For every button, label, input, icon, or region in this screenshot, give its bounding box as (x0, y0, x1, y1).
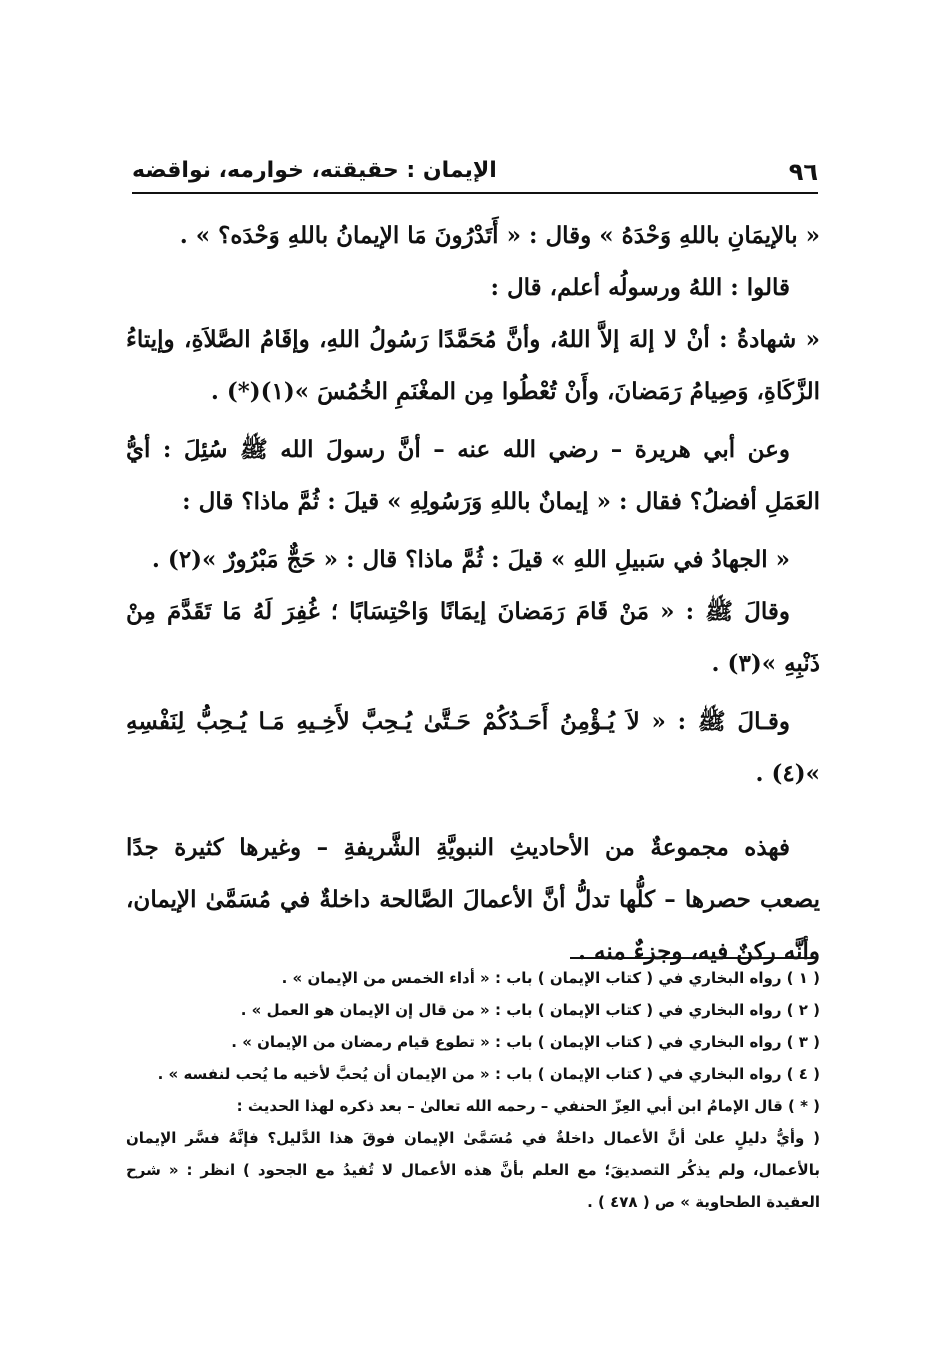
paragraph: « الجهادُ في سَبيلِ اللهِ » قيلَ : ثُمَّ ماذا؟ قال : « حَجٌّ مَبْرُورٌ »(٢) . (151, 546, 790, 573)
paragraph: وقالَ ﷺ : « مَنْ قَامَ رَمَضانَ إيمَانًا وَاحْتِسَابًا ؛ غُفِرَ لَهُ مَا تَقَدَّمَ مِنْ ذَنْبِهِ »(٣) . (126, 598, 820, 677)
paragraph: « بالإيمَانِ باللهِ وَحْدَهُ » وقال : « أَتَدْرُونَ مَا الإيمانُ باللهِ وَحْدَه؟ » . (179, 222, 820, 249)
paragraph: وقـالَ ﷺ : « لاَ يُـؤْمِنُ أَحَـدُكُمْ حَـتَّىٰ يُـحِبَّ لأَخِـيهِ مَـا يُـحِبُّ لِنَفْسِهِ »(٤) . (126, 708, 820, 787)
footnote: ( ١ ) رواه البخاري في ( كتاب الإيمان ) باب : « أداء الخمس من الإيمان » . (281, 969, 820, 987)
footnotes (126, 962, 820, 1218)
main-text (126, 210, 820, 978)
paragraph: « شهادةُ : أنْ لا إلهَ إلاَّ اللهُ، وأنَّ مُحَمَّدًا رَسُولُ اللهِ، وإقَامُ الصَّلاَةِ، وإيتاءُ الزَّكَاةِ، وَصِيامُ رَمَضانَ، وأَنْ تُعْطُوا مِن المغْنَمِ الخُمُسَ »(١)(*) . (126, 326, 820, 405)
footnote: ( * ) قال الإمامُ ابن أبي العِزّ الحنفي – رحمه الله تعالىٰ – بعد ذكره لهذا الحديث : (236, 1097, 820, 1115)
paragraph: فهذه مجموعةٌ من الأحاديثِ النبويَّةِ الشَّريفةِ – وغيرها كثيرة جدًا يصعب حصرها – كلُّها تدلُّ أنَّ الأعمالَ الصَّالحة داخلةٌ في مُسَمَّىٰ الإيمان، وأنَّه ركنٌ فيه، وجزءٌ منه . (126, 834, 820, 965)
footnote: ( ٣ ) رواه البخاري في ( كتاب الإيمان ) باب : « تطوع قيام رمضان من الإيمان » . (231, 1033, 820, 1051)
paragraph: قالوا : اللهُ ورسولُه أعلم، قال : (490, 274, 790, 301)
running-title: الإيمان : حقيقته، خوارمه، نواقضه (132, 158, 497, 183)
footnote: ( ٤ ) رواه البخاري في ( كتاب الإيمان ) باب : « من الإيمان أن يُحبَّ لأخيه ما يُحب لنفسه » . (157, 1065, 820, 1083)
header-divider (132, 192, 818, 194)
footnote: ( ٢ ) رواه البخاري في ( كتاب الإيمان ) باب : « من قال إن الإيمان هو العمل » . (240, 1001, 820, 1019)
page-header (132, 150, 818, 190)
footnote-divider (570, 957, 818, 959)
footnote: ( وأيُّ دليلٍ علىٰ أنَّ الأعمال داخلةٌ في مُسَمَّىٰ الإيمان فوقَ هذا الدَّليل؟ فإنَّهُ فسَّر الإيمان بالأعمال، ولم يذكُر التصديقَ؛ مع العلم بأنَّ هذه الأعمال لا تُفيدُ مع الجحود ) انظر : « شرح العقيدة الطحاوية » ص ( ٤٧٨ ) . (126, 1129, 820, 1211)
page-number: ٩٦ (788, 158, 818, 186)
paragraph: وعن أبي هريرة – رضي الله عنه – أنَّ رسولَ الله ﷺ سُئِلَ : أيُّ العَمَلِ أفضلُ؟ فقال : « إيمانٌ باللهِ وَرَسُولِهِ » قيلَ : ثُمَّ ماذا؟ قال : (126, 436, 820, 515)
